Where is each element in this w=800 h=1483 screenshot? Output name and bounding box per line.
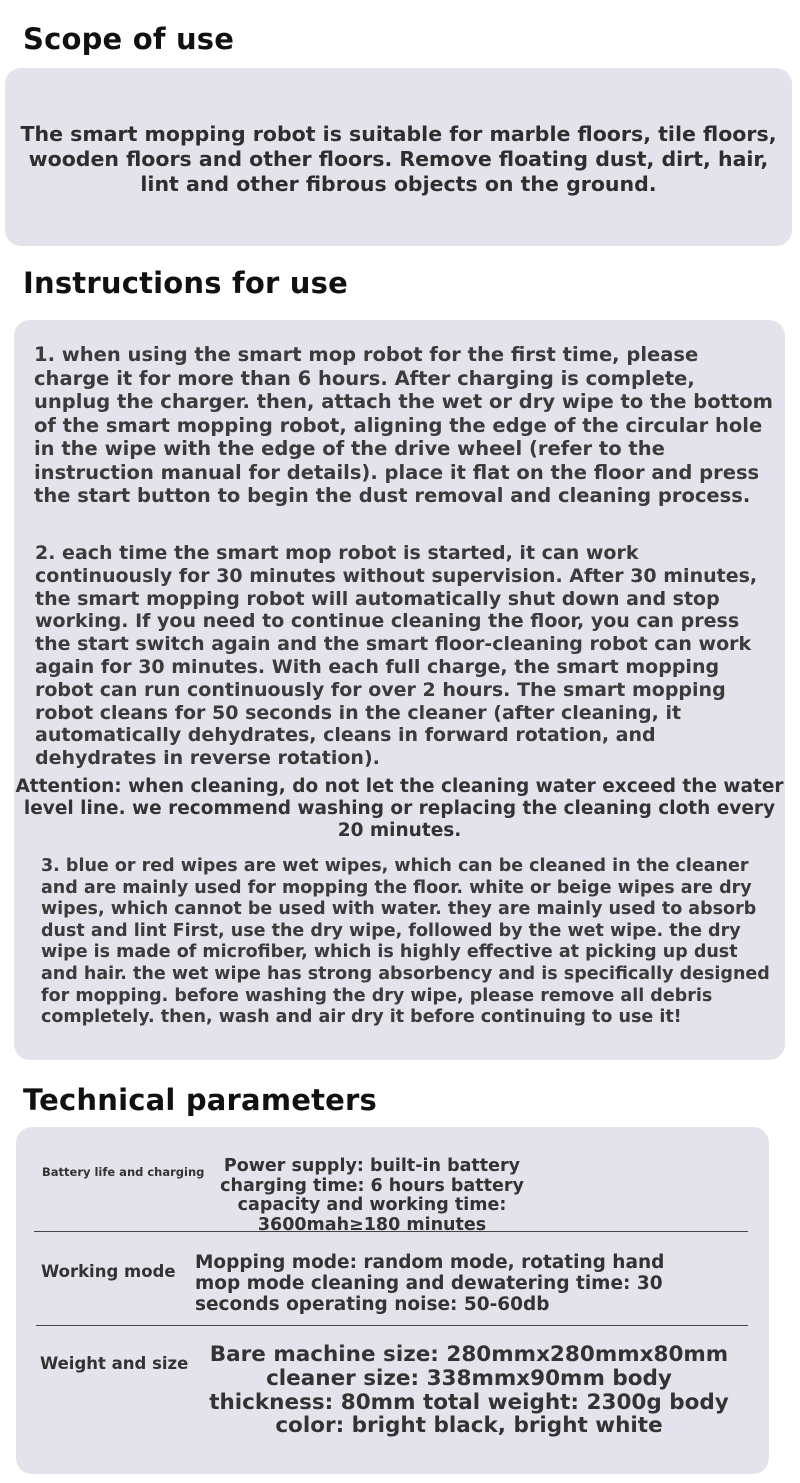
param-label-working-mode: Working mode [41,1262,176,1281]
technical-heading: Technical parameters [23,1083,377,1117]
row-divider [36,1325,748,1326]
instruction-step-3: 3. blue or red wipes are wet wipes, which can be cleaned in the cleaner and are mainly used for mopping the floor. white or beige wipes are dry wipes, which cannot be used with water. they are mainly used to absorb dust and lint First, use the dry wipe, followed by the wet wipe. the dry wipe is made of microfiber, which is highly effective at picking up dust and hair. the wet wipe has strong absorbency and is specifically designed for mopping. before washing the dry wipe, please remove all debris completely. then, wash and air dry it before continuing to use it! [41,856,770,1028]
param-label-weight-size: Weight and size [40,1354,189,1373]
param-label-battery: Battery life and charging [42,1165,205,1179]
instruction-step-1: 1. when using the smart mop robot for the first time, please charge it for more than 6 hours. After charging is complete, unplug the charger. then, attach the wet or dry wipe to the bottom of the smart mopping robot, aligning the edge of the circular hole in the wipe with the edge of the drive wheel (refer to the instruction manual for details). place it flat on the floor and press the start button to begin the dust removal and cleaning process. [34,343,773,507]
technical-panel [16,1127,769,1474]
scope-heading: Scope of use [23,22,235,56]
instructions-panel [14,320,785,1060]
scope-text: The smart mopping robot is suitable for marble floors, tile floors, wooden floors and other floors. Remove floating dust, dirt, hair, lint and other fibrous objects on the ground. [20,122,777,196]
param-value-battery: Power supply: built-in battery charging time: 6 hours battery capacity and working time: 3600mah≥180 minutes [220,1156,524,1235]
param-value-weight-size: Bare machine size: 280mmx280mmx80mm cleaner size: 338mmx90mm body thickness: 80mm total weight: 2300g body color: bright black, bright white [209,1342,729,1439]
attention-note: Attention: when cleaning, do not let the cleaning water exceed the water level line. we recommend washing or replacing the cleaning cloth every 20 minutes. [15,776,784,841]
instructions-heading: Instructions for use [23,266,348,300]
param-value-working-mode: Mopping mode: random mode, rotating hand mop mode cleaning and dewatering time: 30 seconds operating noise: 50-60db [195,1252,665,1315]
row-divider [34,1231,748,1232]
instruction-step-2: 2. each time the smart mop robot is started, it can work continuously for 30 minutes without supervision. After 30 minutes, the smart mopping robot will automatically shut down and stop working. If you need to continue cleaning the floor, you can press the start switch again and the smart floor-cleaning robot can work again for 30 minutes. With each full charge, the smart mopping robot can run continuously for over 2 hours. The smart mopping robot cleans for 50 seconds in the cleaner (after cleaning, it automatically dehydrates, cleans in forward rotation, and dehydrates in reverse rotation). [35,542,758,770]
scope-panel [5,68,792,246]
